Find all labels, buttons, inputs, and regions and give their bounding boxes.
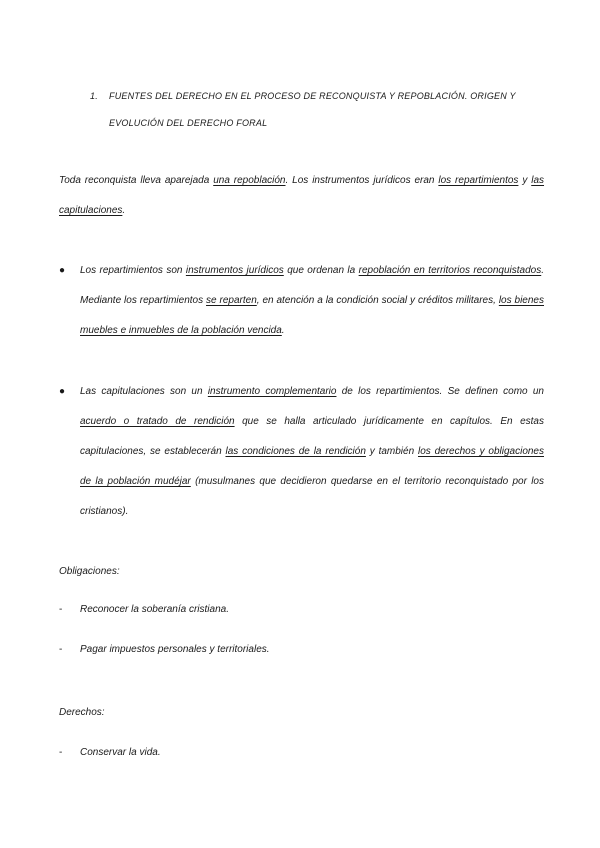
underlined-term: instrumento complementario — [207, 386, 337, 397]
underlined-term: las capitulaciones — [59, 175, 545, 216]
underlined-term: los repartimientos — [438, 175, 519, 186]
underlined-term: acuerdo o tratado de rendición — [80, 416, 235, 427]
underlined-term: una repoblación — [213, 175, 286, 186]
bullet-icon: ● — [59, 265, 66, 276]
heading-line-1: 1. FUENTES DEL DERECHO EN EL PROCESO DE RECONQUISTA Y REPOBLACIÓN. ORIGEN Y — [90, 83, 545, 110]
list-item: - Reconocer la soberanía cristiana. — [59, 604, 229, 615]
underlined-term: los bienes muebles e inmuebles de la población vencida — [80, 295, 544, 336]
list-item: - Pagar impuestos personales y territoriales. — [59, 644, 270, 655]
underlined-term: los derechos y obligaciones de la población mudéjar — [80, 446, 544, 487]
bullet-text: Los repartimientos son instrumentos jurídicos que ordenan la repoblación en territorios reconquistados. Mediante los repartimientos se reparten, en atención a la condición social y créditos militares, los bienes muebles e inmuebles de la población vencida. — [80, 265, 544, 336]
bullet-text: Las capitulaciones son un instrumento complementario de los repartimientos. Se definen como un acuerdo o tratado de rendición que se halla articulado jurídicamente en capítulos. En estas capitulaciones, se establecerán las condiciones de la rendición y también los derechos y obligaciones de la población mudéjar (musulmanes que decidieron quedarse en el territorio reconquistado por los cristianos). — [80, 386, 544, 517]
heading-number: 1. — [90, 91, 98, 101]
dash-marker: - — [59, 644, 63, 655]
bullet-capitulaciones — [59, 377, 544, 527]
heading-line-2: EVOLUCIÓN DEL DERECHO FORAL — [109, 118, 268, 128]
dash-marker: - — [59, 747, 63, 758]
underlined-term: se reparten — [206, 295, 257, 306]
underlined-term: repoblación en territorios reconquistados — [358, 265, 542, 276]
obligaciones-label: Obligaciones: — [59, 566, 120, 577]
underlined-term: instrumentos jurídicos — [185, 265, 284, 276]
bullet-icon: ● — [59, 386, 66, 397]
bullet-repartimientos — [59, 256, 544, 346]
derechos-label: Derechos: — [59, 707, 105, 718]
list-item: - Conservar la vida. — [59, 747, 161, 758]
section-heading — [90, 83, 545, 137]
dash-marker: - — [59, 604, 63, 615]
intro-paragraph: Toda reconquista lleva aparejada una repoblación. Los instrumentos jurídicos eran los repartimientos y las capitulaciones. — [59, 175, 545, 216]
underlined-term: las condiciones de la rendición — [225, 446, 366, 457]
